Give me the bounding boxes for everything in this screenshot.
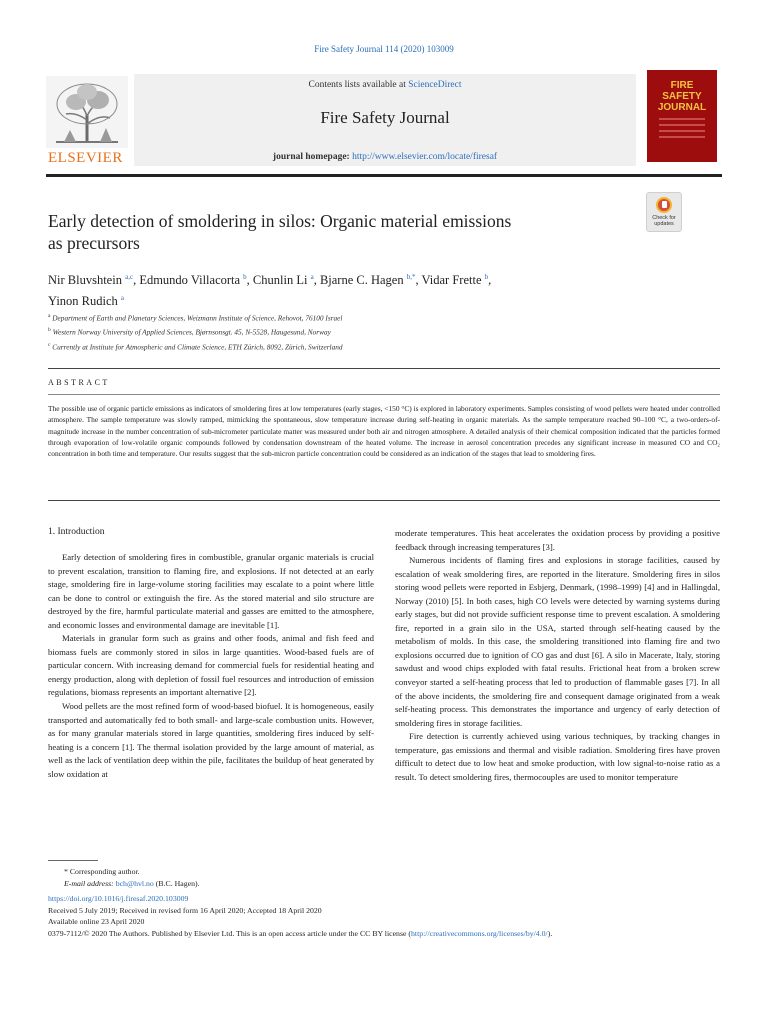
cover-title-line: JOURNAL xyxy=(657,102,707,113)
elsevier-tree-icon xyxy=(46,76,128,150)
license-link[interactable]: http://creativecommons.org/licenses/by/4.0/ xyxy=(411,928,548,938)
check-updates-label: Check for updates xyxy=(652,215,676,227)
footnotes xyxy=(48,866,718,939)
section-heading-introduction: 1. Introduction xyxy=(48,527,105,537)
check-for-updates-button[interactable] xyxy=(646,192,682,232)
author-affiliation-mark[interactable]: a xyxy=(120,294,125,303)
title-line: as precursors xyxy=(48,233,140,253)
author-name[interactable]: Edmundo Villacorta xyxy=(139,273,241,288)
affiliation-item: $^c$ Currently at Institute for Atmospheric and Climate Science, ETH Zürich, 8092, Zürich, Switzerland xyxy=(48,341,343,352)
author-affiliation-mark[interactable]: a xyxy=(310,273,314,281)
author-list: Nir Bluvshtein $^{a,c}$, Edmundo Villacorta $^b$, Chunlin Li $^a$, Bjarne C. Hagen $^{b,*}$, Vidar Frette $^b$, Yinon Rudich $^a$ xyxy=(48,273,492,309)
journal-cover[interactable] xyxy=(647,70,717,162)
author-name[interactable]: Bjarne C. Hagen xyxy=(319,273,404,288)
cover-title xyxy=(647,80,717,113)
author-name[interactable]: Chunlin Li xyxy=(252,273,308,288)
paper-title xyxy=(48,210,588,254)
journal-header xyxy=(46,74,720,166)
abstract-heading: ABSTRACT xyxy=(48,378,110,387)
footnote-rule xyxy=(48,860,98,861)
body-paragraph: Early detection of smoldering fires in combustible, granular organic materials is crucial to prevent escalation, transition to flaming fire, and explosions. If not detected at an early stage, smoldering fire in large-volume storing facilities may escalate to a point where little can be done to control or extinguish the fire. As the stored material and silo structure are destroyed by the fire, harmful particulate material and gasses are emitted to the atmosphere, and economic losses and environmental damage are inevitable [1]. xyxy=(48,552,374,630)
body-paragraph: Fire detection is currently achieved using various techniques, by tracking changes in temperature, gas emissions and thermal and visible radiation. Smoldering fires have proven difficult to detect due to low heat and smoke production, with low signal-to-noise ratio as a result. To detect smoldering fires, thermocouples are used to monitor temperature xyxy=(395,731,720,782)
author-name[interactable]: Vidar Frette xyxy=(421,273,482,288)
homepage-line xyxy=(134,152,636,162)
homepage-link[interactable]: http://www.elsevier.com/locate/firesaf xyxy=(352,152,498,162)
abstract-text: The possible use of organic particle emissions as indicators of smoldering fires at low temperatures (early stages, <150 °C) is explored in laboratory experiments. Samples consisting of wood pellets were heated under controlled atmosphere. The sample temperature was slowly ramped, mimicking the spontaneous, slow temperature increase during self-heating in organic materials. As the sample temperature reached 90–100 °C, a two-orders-of-magnitude increase in the number concentration of sub-micrometer particulate matter was measured under both air and nitrogen atmosphere. A detailed analysis of their chemical composition indicated that the particles formed through evaporation of low-volatile organic compounds followed by condensation downstream of the heated volume. The increase in aerosol concentration precedes any significant increase in measured CO and CO₂ concentration in both time and temperature. Our results suggest that the sub-micron particle concentration could be considered as an indication of the stages that lead to smoldering fires. xyxy=(48,404,720,459)
journal-title: Fire Safety Journal xyxy=(320,108,450,127)
email-note: E-mail address: bch@hvl.no (B.C. Hagen). xyxy=(64,878,200,888)
author-affiliation-mark[interactable]: b xyxy=(484,273,489,281)
email-link[interactable]: bch@hvl.no xyxy=(115,878,154,888)
license-note: 0379-7112/© 2020 The Authors. Published by Elsevier Ltd. This is an open access article under the CC BY license (http://creativecommons.org/licenses/by/4.0/). xyxy=(48,928,553,938)
homepage-label: journal homepage: xyxy=(272,152,353,162)
journal-info-box xyxy=(134,74,636,166)
cover-title-line: FIRE xyxy=(670,80,694,91)
elsevier-logo xyxy=(46,76,128,168)
affiliation-item: $^b$ Western Norway University of Applied Sciences, Bjørnsonsgt. 45, N-5528, Haugesund, Norway xyxy=(48,327,331,337)
body-paragraph: moderate temperatures. This heat accelerates the oxidation process by providing a positive feedback through increasing temperatures [3]. xyxy=(395,528,720,552)
abstract-rule-mid xyxy=(48,394,720,395)
affiliations xyxy=(48,310,668,353)
header-rule xyxy=(46,174,722,177)
title-line: Early detection of smoldering in silos: Organic material emissions xyxy=(48,211,512,231)
body-paragraph: Numerous incidents of flaming fires and explosions in storage facilities, caused by escalation of weak smoldering fires, are reported in the literature. Smoldering fires in silos storing wood pellets were reported in Esbjerg, Denmark, (1998–1999) [4] and in Hallingdal, Norway (2010) [5]. In both cases, high CO levels were detected by warning systems during early stages, but did not provide sufficient response time to prevent escalation. A smoldering fire, reported in a grain silo in the USA, started through self-heating caused by the metabolism of molds. In this case, the smoldering transitioned into flaming fire and two explosions occurred due to ignition of CO gas and dust [6]. A silo in Macerate, Italy, storing sawdust and wood chips exploded with fatal results. Frictional heat from a broken screw conveyor started a self-heating process that led to production of flammable gases [7]. In all of the above incidents, the smoldering fire and consequent damage originated from a weak self-heating process. This demonstrates the importance and urgency of early detection of smoldering fires in storage facilities. xyxy=(395,555,720,728)
journal-citation[interactable]: Fire Safety Journal 114 (2020) 103009 xyxy=(314,44,454,54)
affiliation-item: $^a$ Department of Earth and Planetary Sciences, Weizmann Institute of Science, Rehovot, 76100 Israel xyxy=(48,313,343,323)
sciencedirect-link[interactable]: ScienceDirect xyxy=(408,80,462,90)
cover-title-line: SAFETY xyxy=(662,91,702,102)
cover-decoration xyxy=(659,118,705,142)
author-name[interactable]: Yinon Rudich xyxy=(48,294,118,309)
author-affiliation-mark[interactable]: b xyxy=(243,273,247,281)
received-dates: Received 5 July 2019; Received in revised form 16 April 2020; Accepted 18 April 2020 xyxy=(48,905,322,915)
contents-prefix: Contents lists available at xyxy=(308,80,409,90)
contents-line xyxy=(134,80,636,90)
abstract-rule-bottom xyxy=(48,500,720,501)
body-paragraph: Materials in granular form such as grains and other foods, animal and fish feed and biomass fuels are commonly stored in silos in large quantities. Wood-based fuels are of particular concern. With increasing demand for commercial fuels for residential heating and energy production, along with depletion of fossil fuel resources and introduction of emission regulations, biomass represents an important alternative [2]. xyxy=(48,633,374,698)
corresponding-author-note: * Corresponding author. xyxy=(64,867,140,876)
author-affiliation-mark[interactable]: b,* xyxy=(406,273,416,281)
check-updates-icon xyxy=(656,197,672,213)
body-column-left xyxy=(48,551,374,781)
available-online: Available online 23 April 2020 xyxy=(48,917,145,926)
author-affiliation-mark[interactable]: a,c xyxy=(125,273,134,281)
author-name[interactable]: Nir Bluvshtein xyxy=(48,273,122,288)
abstract-rule-top xyxy=(48,368,720,369)
publisher-name: ELSEVIER xyxy=(48,150,123,166)
doi-link[interactable]: https://doi.org/10.1016/j.firesaf.2020.103009 xyxy=(48,894,189,903)
body-column-right xyxy=(395,527,720,784)
body-paragraph: Wood pellets are the most refined form of wood-based biofuel. It is homogeneous, easily transported and automatically fed to both small- and large-scale combustion units. However, as for many granular materials stored in large quantities, smoldering fires induced by self-heating is a concern [1]. The thermal isolation provided by the large amount of material, as well as the lack of ventilation deep within the pile, facilitates the buildup of heat generated by slow oxidation at xyxy=(48,701,374,779)
